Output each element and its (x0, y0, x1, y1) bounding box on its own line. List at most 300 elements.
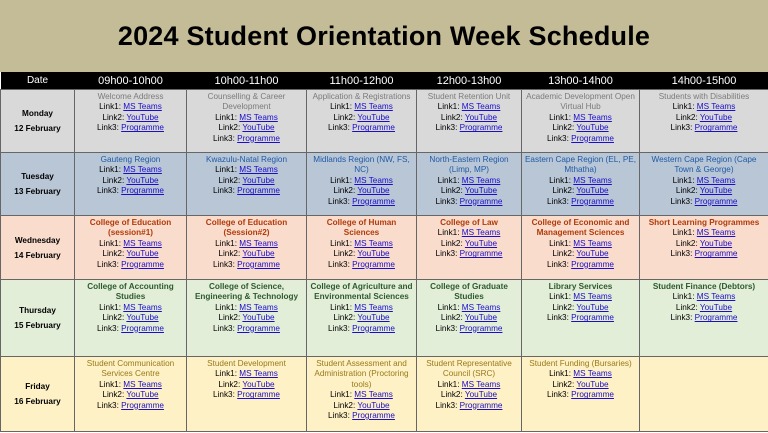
session-title: Student Development (207, 359, 286, 368)
link-label: Link2: (333, 112, 356, 122)
ms-teams-link[interactable]: MS Teams (461, 102, 501, 112)
link-label: Link3: (97, 400, 119, 410)
session-title: Academic Development Open Virtual Hub (526, 92, 635, 112)
session-cell (75, 90, 187, 153)
link-label: Link3: (97, 123, 119, 133)
session-title: College of Human Sciences (326, 218, 397, 238)
programme-link[interactable]: Programme (121, 123, 164, 133)
link-label: Link1: (215, 302, 238, 312)
link-line (524, 313, 637, 323)
youtube-link[interactable]: YouTube (126, 390, 159, 400)
ms-teams-link[interactable]: MS Teams (573, 238, 612, 248)
link-line (77, 186, 184, 196)
link-line (77, 401, 184, 411)
session-cell (307, 153, 417, 216)
link-label: Link1: (99, 238, 122, 248)
header-row (1, 72, 768, 90)
link-line (77, 249, 184, 259)
link-label: Link1: (437, 102, 460, 112)
youtube-link[interactable]: YouTube (242, 249, 275, 259)
session-title: Gauteng Region (100, 155, 161, 164)
ms-teams-link[interactable]: MS Teams (696, 228, 736, 238)
link-line (77, 102, 184, 112)
link-line (524, 249, 637, 259)
session-title: Counselling & Career Development (207, 92, 286, 112)
link-line (524, 292, 637, 302)
link-line (189, 186, 304, 196)
header-time-slot: 14h00-15h00 (640, 72, 768, 90)
youtube-link[interactable]: YouTube (464, 186, 498, 196)
header-time-slot: 10h00-11h00 (187, 72, 307, 90)
ms-teams-link[interactable]: MS Teams (696, 102, 736, 112)
link-label: Link3: (213, 390, 235, 400)
day-date: 15 February (14, 321, 61, 330)
session-cell (75, 357, 187, 432)
link-line (309, 186, 414, 196)
ms-teams-link[interactable]: MS Teams (354, 102, 393, 112)
link-line (309, 390, 414, 400)
youtube-link[interactable]: YouTube (576, 379, 609, 389)
link-line (419, 380, 519, 390)
ms-teams-link[interactable]: MS Teams (354, 238, 393, 248)
session-title: College of Agriculture and Environmental Sciences (310, 282, 413, 302)
link-line (189, 380, 304, 390)
link-line (309, 313, 414, 323)
youtube-link[interactable]: YouTube (576, 186, 609, 196)
programme-link[interactable]: Programme (352, 323, 395, 333)
link-label: Link1: (549, 238, 572, 248)
link-label: Link1: (330, 238, 353, 248)
ms-teams-link[interactable]: MS Teams (123, 379, 162, 389)
link-label: Link3: (547, 196, 569, 206)
ms-teams-link[interactable]: MS Teams (461, 302, 501, 312)
link-line (524, 239, 637, 249)
link-line (642, 303, 766, 313)
session-title: Welcome Address (97, 92, 164, 101)
link-line (189, 123, 304, 133)
link-line (419, 228, 519, 238)
youtube-link[interactable]: YouTube (126, 313, 159, 323)
link-label: Link3: (213, 323, 235, 333)
link-line (309, 197, 414, 207)
link-line (309, 176, 414, 186)
link-label: Link1: (215, 112, 238, 122)
link-line (77, 113, 184, 123)
link-label: Link1: (99, 102, 122, 112)
link-label: Link3: (97, 259, 119, 269)
link-label: Link2: (102, 175, 125, 185)
link-line (642, 228, 766, 238)
link-line (309, 113, 414, 123)
youtube-link[interactable]: YouTube (576, 123, 609, 133)
youtube-link[interactable]: YouTube (357, 400, 390, 410)
programme-link[interactable]: Programme (352, 196, 395, 206)
link-line (419, 123, 519, 133)
session-title: College of Graduate Studies (430, 282, 508, 302)
link-label: Link3: (328, 196, 350, 206)
link-label: Link2: (102, 390, 125, 400)
day-cell (1, 357, 75, 432)
session-title: College of Law (440, 218, 498, 227)
youtube-link[interactable]: YouTube (699, 112, 733, 122)
link-line (189, 249, 304, 259)
link-label: Link1: (672, 175, 695, 185)
link-label: Link3: (547, 390, 569, 400)
link-label: Link3: (328, 259, 350, 269)
session-title: Short Learning Programmes (648, 218, 760, 227)
link-line (189, 239, 304, 249)
link-line (77, 380, 184, 390)
link-line (419, 401, 519, 411)
link-line (419, 249, 519, 259)
link-label: Link1: (215, 165, 238, 175)
link-label: Link3: (670, 123, 693, 133)
link-label: Link3: (435, 123, 458, 133)
session-cell (640, 216, 768, 280)
ms-teams-link[interactable]: MS Teams (123, 302, 162, 312)
youtube-link[interactable]: YouTube (126, 175, 159, 185)
session-title: Student Retention Unit (427, 92, 511, 101)
link-line (419, 186, 519, 196)
ms-teams-link[interactable]: MS Teams (123, 165, 162, 175)
day-name: Tuesday (21, 172, 54, 181)
link-line (419, 303, 519, 313)
ms-teams-link[interactable]: MS Teams (123, 238, 162, 248)
link-label: Link2: (440, 238, 463, 248)
ms-teams-link[interactable]: MS Teams (573, 112, 612, 122)
programme-link[interactable]: Programme (459, 196, 503, 206)
session-cell (522, 280, 640, 357)
programme-link[interactable]: Programme (352, 259, 395, 269)
link-label: Link1: (215, 238, 238, 248)
ms-teams-link[interactable]: MS Teams (239, 165, 278, 175)
programme-link[interactable]: Programme (121, 400, 164, 410)
programme-link[interactable]: Programme (459, 249, 503, 259)
day-name: Thursday (19, 306, 56, 315)
link-line (419, 102, 519, 112)
link-label: Link3: (328, 411, 350, 421)
link-label: Link1: (672, 102, 695, 112)
ms-teams-link[interactable]: MS Teams (461, 379, 501, 389)
link-label: Link2: (552, 379, 575, 389)
session-cell (75, 280, 187, 357)
header-time-slot: 12h00-13h00 (417, 72, 522, 90)
ms-teams-link[interactable]: MS Teams (239, 369, 278, 379)
session-cell (417, 153, 522, 216)
link-line (524, 303, 637, 313)
link-line (189, 313, 304, 323)
link-line (524, 186, 637, 196)
link-line (524, 123, 637, 133)
programme-link[interactable]: Programme (121, 323, 164, 333)
schedule-row-thursday (1, 280, 768, 357)
link-line (642, 313, 766, 323)
programme-link[interactable]: Programme (694, 123, 738, 133)
session-cell (417, 357, 522, 432)
link-line (189, 260, 304, 270)
link-label: Link2: (102, 249, 125, 259)
link-line (419, 313, 519, 323)
programme-link[interactable]: Programme (237, 133, 280, 143)
youtube-link[interactable]: YouTube (126, 112, 159, 122)
session-title: Student Finance (Debtors) (652, 282, 756, 291)
link-line (77, 390, 184, 400)
link-label: Link3: (213, 133, 235, 143)
session-cell (187, 153, 307, 216)
youtube-link[interactable]: YouTube (464, 112, 498, 122)
session-cell (75, 216, 187, 280)
youtube-link[interactable]: YouTube (464, 390, 498, 400)
programme-link[interactable]: Programme (121, 186, 164, 196)
ms-teams-link[interactable]: MS Teams (696, 292, 736, 302)
schedule-body (1, 90, 768, 432)
link-label: Link1: (549, 112, 572, 122)
schedule-row-friday (1, 357, 768, 432)
link-label: Link2: (675, 186, 698, 196)
link-label: Link2: (440, 313, 463, 323)
link-label: Link2: (552, 123, 575, 133)
link-line (524, 176, 637, 186)
link-label: Link1: (437, 379, 460, 389)
session-cell (307, 216, 417, 280)
ms-teams-link[interactable]: MS Teams (239, 238, 278, 248)
link-line (77, 176, 184, 186)
link-label: Link3: (213, 259, 235, 269)
link-line (642, 176, 766, 186)
link-label: Link2: (675, 238, 698, 248)
link-label: Link1: (215, 369, 238, 379)
programme-link[interactable]: Programme (352, 411, 395, 421)
youtube-link[interactable]: YouTube (357, 112, 390, 122)
link-line (309, 401, 414, 411)
youtube-link[interactable]: YouTube (242, 379, 275, 389)
link-line (309, 260, 414, 270)
link-label: Link1: (99, 379, 122, 389)
youtube-link[interactable]: YouTube (126, 249, 159, 259)
programme-link[interactable]: Programme (121, 259, 164, 269)
ms-teams-link[interactable]: MS Teams (461, 175, 501, 185)
session-cell (522, 357, 640, 432)
session-title: Application & Registrations (312, 92, 411, 101)
schedule-table (0, 72, 768, 432)
programme-link[interactable]: Programme (571, 133, 614, 143)
link-line (309, 239, 414, 249)
link-label: Link1: (99, 302, 122, 312)
link-label: Link3: (435, 196, 458, 206)
link-label: Link3: (670, 196, 693, 206)
link-line (309, 102, 414, 112)
link-line (524, 380, 637, 390)
link-label: Link2: (333, 313, 356, 323)
link-label: Link1: (437, 228, 460, 238)
link-label: Link2: (333, 249, 356, 259)
link-line (524, 390, 637, 400)
link-label: Link1: (672, 292, 695, 302)
link-line (642, 292, 766, 302)
ms-teams-link[interactable]: MS Teams (239, 302, 278, 312)
youtube-link[interactable]: YouTube (464, 238, 498, 248)
session-title: Students with Disabilities (658, 92, 750, 101)
programme-link[interactable]: Programme (459, 400, 503, 410)
ms-teams-link[interactable]: MS Teams (573, 292, 612, 302)
youtube-link[interactable]: YouTube (699, 186, 733, 196)
programme-link[interactable]: Programme (571, 196, 614, 206)
link-line (309, 411, 414, 421)
day-cell (1, 280, 75, 357)
link-label: Link2: (440, 390, 463, 400)
link-line (419, 113, 519, 123)
session-title: North-Eastern Region (Limp, MP) (429, 155, 509, 175)
day-date: 12 February (14, 124, 61, 133)
link-label: Link3: (213, 186, 235, 196)
programme-link[interactable]: Programme (237, 390, 280, 400)
link-line (419, 324, 519, 334)
youtube-link[interactable]: YouTube (464, 313, 498, 323)
session-cell (187, 357, 307, 432)
link-line (189, 165, 304, 175)
link-label: Link2: (675, 302, 698, 312)
link-line (77, 239, 184, 249)
link-line (642, 197, 766, 207)
session-title: Student Funding (Bursaries) (529, 359, 632, 368)
programme-link[interactable]: Programme (237, 323, 280, 333)
link-line (524, 134, 637, 144)
youtube-link[interactable]: YouTube (357, 249, 390, 259)
link-label: Link1: (330, 175, 353, 185)
session-cell (640, 90, 768, 153)
youtube-link[interactable]: YouTube (242, 175, 275, 185)
link-label: Link3: (547, 313, 569, 323)
link-label: Link3: (328, 323, 350, 333)
session-title: College of Education (session#1) (89, 218, 172, 238)
youtube-link[interactable]: YouTube (699, 302, 733, 312)
header-time-slot: 11h00-12h00 (307, 72, 417, 90)
link-label: Link2: (333, 400, 356, 410)
day-cell (1, 90, 75, 153)
link-line (524, 197, 637, 207)
link-label: Link3: (328, 123, 350, 133)
ms-teams-link[interactable]: MS Teams (354, 390, 393, 400)
link-line (189, 113, 304, 123)
session-cell (417, 280, 522, 357)
programme-link[interactable]: Programme (352, 123, 395, 133)
ms-teams-link[interactable]: MS Teams (354, 175, 393, 185)
link-line (524, 260, 637, 270)
schedule-row-wednesday (1, 216, 768, 280)
session-cell (640, 153, 768, 216)
session-title: Kwazulu-Natal Region (205, 155, 287, 164)
session-cell (307, 357, 417, 432)
programme-link[interactable]: Programme (571, 313, 614, 323)
link-label: Link2: (218, 123, 241, 133)
session-title: Midlands Region (NW, FS, NC) (313, 155, 410, 175)
day-name: Monday (22, 109, 53, 118)
programme-link[interactable]: Programme (571, 259, 614, 269)
header-time-slot: 13h00-14h00 (522, 72, 640, 90)
link-line (189, 324, 304, 334)
youtube-link[interactable]: YouTube (242, 123, 275, 133)
session-cell (187, 216, 307, 280)
programme-link[interactable]: Programme (694, 249, 738, 259)
link-label: Link2: (218, 249, 241, 259)
session-title: College of Accounting Studies (87, 282, 174, 302)
ms-teams-link[interactable]: MS Teams (123, 102, 162, 112)
programme-link[interactable]: Programme (694, 313, 738, 323)
link-label: Link1: (549, 175, 572, 185)
link-line (419, 239, 519, 249)
programme-link[interactable]: Programme (459, 123, 503, 133)
link-label: Link2: (675, 112, 698, 122)
link-label: Link2: (552, 249, 575, 259)
session-cell (417, 90, 522, 153)
session-cell (75, 153, 187, 216)
schedule-row-tuesday (1, 153, 768, 216)
link-line (309, 123, 414, 133)
page-title: 2024 Student Orientation Week Schedule (117, 20, 651, 51)
youtube-link[interactable]: YouTube (576, 302, 609, 312)
ms-teams-link[interactable]: MS Teams (696, 175, 736, 185)
programme-link[interactable]: Programme (571, 390, 614, 400)
ms-teams-link[interactable]: MS Teams (461, 228, 501, 238)
link-label: Link3: (435, 400, 458, 410)
programme-link[interactable]: Programme (237, 186, 280, 196)
programme-link[interactable]: Programme (237, 259, 280, 269)
youtube-link[interactable]: YouTube (357, 313, 390, 323)
session-cell (522, 216, 640, 280)
link-line (77, 324, 184, 334)
day-date: 13 February (14, 187, 61, 196)
link-line (642, 123, 766, 133)
youtube-link[interactable]: YouTube (357, 186, 390, 196)
link-label: Link3: (547, 259, 569, 269)
session-title: Student Communication Services Centre (86, 359, 175, 379)
link-line (642, 102, 766, 112)
youtube-link[interactable]: YouTube (576, 249, 609, 259)
ms-teams-link[interactable]: MS Teams (573, 175, 612, 185)
link-label: Link2: (102, 112, 125, 122)
link-label: Link3: (670, 249, 693, 259)
link-line (77, 165, 184, 175)
youtube-link[interactable]: YouTube (242, 313, 275, 323)
youtube-link[interactable]: YouTube (699, 238, 733, 248)
ms-teams-link[interactable]: MS Teams (239, 112, 278, 122)
session-cell (187, 280, 307, 357)
link-label: Link2: (552, 302, 575, 312)
link-line (524, 369, 637, 379)
link-line (77, 313, 184, 323)
link-label: Link3: (97, 186, 119, 196)
programme-link[interactable]: Programme (459, 323, 503, 333)
session-title: College of Education (Session#2) (205, 218, 288, 238)
link-label: Link2: (440, 186, 463, 196)
session-title: Student Representative Council (SRC) (426, 359, 512, 379)
ms-teams-link[interactable]: MS Teams (354, 302, 393, 312)
link-label: Link3: (97, 323, 119, 333)
link-label: Link2: (218, 175, 241, 185)
day-name: Friday (25, 382, 50, 391)
link-label: Link1: (99, 165, 122, 175)
session-title: College of Economic and Management Sciences (531, 218, 630, 238)
session-cell (307, 90, 417, 153)
link-line (524, 113, 637, 123)
ms-teams-link[interactable]: MS Teams (573, 369, 612, 379)
programme-link[interactable]: Programme (694, 196, 738, 206)
session-cell (417, 216, 522, 280)
link-label: Link2: (440, 112, 463, 122)
link-label: Link1: (330, 390, 353, 400)
link-line (189, 390, 304, 400)
link-line (642, 113, 766, 123)
